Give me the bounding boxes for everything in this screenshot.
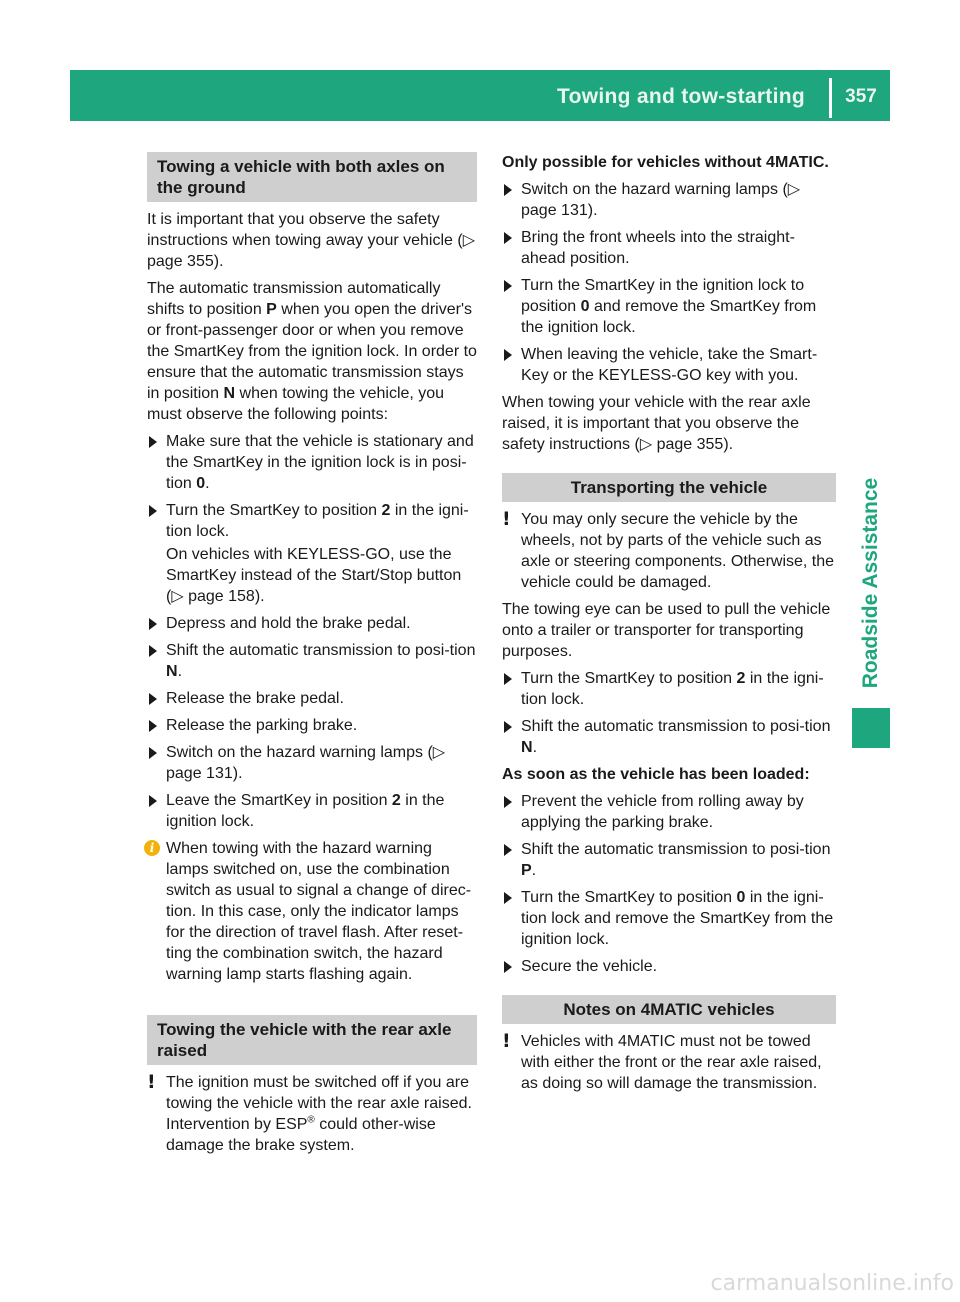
side-tab-marker <box>852 708 890 748</box>
list-item: Shift the automatic transmission to posi-tion N. <box>147 640 477 682</box>
subheading-without-4matic: Only possible for vehicles without 4MATIC. <box>502 154 829 171</box>
page-number: 357 <box>845 86 877 107</box>
section-heading-rear-axle-raised: Towing the vehicle with the rear axle raised <box>147 1015 477 1065</box>
side-tab-label: Roadside Assistance <box>859 477 882 689</box>
list-item: Make sure that the vehicle is stationary and the SmartKey in the ignition lock is in posi-tion 0. <box>147 431 477 494</box>
list-item: Switch on the hazard warning lamps (▷ page 131). <box>147 742 477 784</box>
list-item: Switch on the hazard warning lamps (▷ page 131). <box>502 179 836 221</box>
section-heading-transporting: Transporting the vehicle <box>502 473 836 502</box>
side-tab <box>852 458 890 708</box>
list-item: Leave the SmartKey in position 2 in the ignition lock. <box>147 790 477 832</box>
list-item: Shift the automatic transmission to posi-tion N. <box>502 716 836 758</box>
list-item: Release the brake pedal. <box>147 688 477 709</box>
list-item: Release the parking brake. <box>147 715 477 736</box>
list-item: Secure the vehicle. <box>502 956 836 977</box>
list-item: Shift the automatic transmission to posi-tion P. <box>502 839 836 881</box>
warning-icon: ! <box>502 1030 511 1052</box>
section-heading-4matic-notes: Notes on 4MATIC vehicles <box>502 995 836 1024</box>
left-column <box>147 152 477 1162</box>
warning-note: ! Vehicles with 4MATIC must not be towed with either the front or the rear axle raised, as doing so will damage the transmission. <box>502 1030 822 1092</box>
subheading-after-loading: As soon as the vehicle has been loaded: <box>502 766 810 783</box>
info-text: When towing with the hazard warning lamps switched on, use the combination switch as usual to signal a change of direc-tion. In this case, only the indicator lamps for the direction of travel flash. After reset-ting the combination switch, the hazard warning lamp starts flashing again. <box>166 840 472 983</box>
right-column <box>502 152 836 1100</box>
list-item: Bring the front wheels into the straight-ahead position. <box>502 227 836 269</box>
paragraph: When towing your vehicle with the rear axle raised, it is important that you observe the safety instructions (▷ page 355). <box>502 394 811 453</box>
list-item: Turn the SmartKey to position 0 in the igni-tion lock and remove the SmartKey from the ignition lock. <box>502 887 836 950</box>
warning-note: ! You may only secure the vehicle by the wheels, not by parts of the vehicle such as axle or steering components. Otherwise, the vehicle could be damaged. <box>502 508 835 591</box>
paragraph: It is important that you observe the safety instructions when towing away your vehicle (▷ page 355). <box>147 211 476 270</box>
list-item: Turn the SmartKey in the ignition lock to position 0 and remove the SmartKey from the ignition lock. <box>502 275 836 338</box>
warning-icon: ! <box>502 508 511 530</box>
list-item: Prevent the vehicle from rolling away by applying the parking brake. <box>502 791 836 833</box>
list-item: Turn the SmartKey to position 2 in the igni-tion lock. <box>147 500 477 542</box>
list-item-note: On vehicles with KEYLESS-GO, use the SmartKey instead of the Start/Stop button (▷ page 158). <box>166 546 462 605</box>
list-item: When leaving the vehicle, take the Smart-Key or the KEYLESS-GO key with you. <box>502 344 836 386</box>
info-icon: i <box>144 840 160 856</box>
warning-note: ! The ignition must be switched off if you are towing the vehicle with the rear axle raised. Intervention by ESP® could other-wise damage the brake system. <box>147 1071 472 1154</box>
page-header-title: Towing and tow-starting <box>557 85 805 108</box>
info-note <box>147 838 477 985</box>
list-item: Depress and hold the brake pedal. <box>147 613 477 634</box>
section-heading-towing-both-axles: Towing a vehicle with both axles on the ground <box>147 152 477 202</box>
paragraph: The automatic transmission automatically shifts to position P when you open the driver's or front-passenger door or when you remove the SmartKey from the ignition lock. In order to ensure that the automatic transmission stays in position N when towing the vehicle, you must observe the following points: <box>147 280 477 423</box>
paragraph: The towing eye can be used to pull the vehicle onto a trailer or transporter for transporting purposes. <box>502 601 831 660</box>
warning-icon: ! <box>147 1071 156 1093</box>
list-item: Turn the SmartKey to position 2 in the igni-tion lock. <box>502 668 836 710</box>
watermark: carmanualsonline.info <box>710 1271 954 1296</box>
